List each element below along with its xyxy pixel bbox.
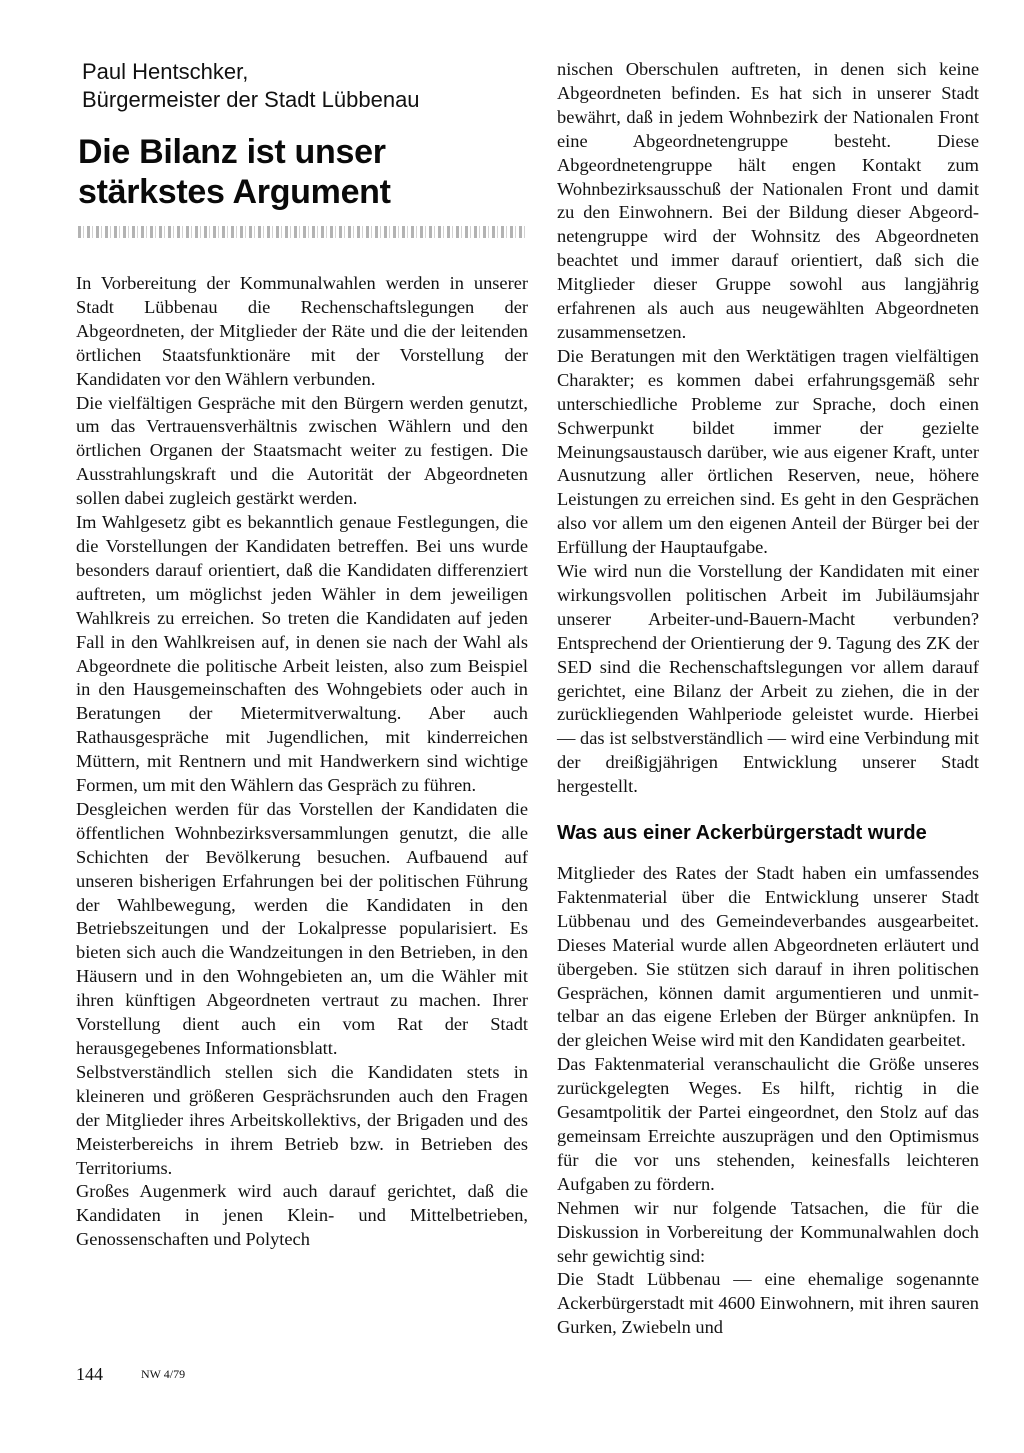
paragraph: Selbstverständlich stellen sich die Kandidaten stets in kleineren und größeren Gesprächsrunden auch den Fragen der Mitglieder ihres Arbeitskollektivs, der Brigaden und des Meisterbereichs in ihrem Betrieb bzw. in Betrieben des Territoriums. <box>76 1061 528 1178</box>
headline-line-1: Die Bilanz ist unser <box>78 133 386 171</box>
decorative-rule <box>78 226 528 238</box>
paragraph: nischen Oberschulen auftreten, in denen sich keine Abgeordneten befinden. Es hat sich in unserer Stadt bewährt, daß in jedem Wohnbezirk der Nationalen Front eine Abgeordnetengruppe besteht. Diese Abgeordnetengruppe hält engen Kontakt zum Wohnbezirksausschuß der Nationalen Front und damit zu den Einwohnern. Bei der Bildung dieser Abgeordnetengruppe wird der Wohnsitz des Abgeordneten beachtet und immer darauf orientiert, daß sich die Mitglieder dieser Gruppe sowohl aus langjährig erfahrenen als auch aus neugewählten Abgeordneten zusammensetzen. <box>557 59 979 342</box>
paragraph: Großes Augenmerk wird auch darauf gerichtet, daß die Kandidaten in jenen Klein- und Mittelbetrieben, Genossenschaften und Polytech <box>76 1181 528 1250</box>
paragraph: Wie wird nun die Vorstellung der Kandidaten mit einer wirkungsvollen politischen Arbeit im Jubiläumsjahr unserer Arbeiter-und-Bauern-Macht verbunden? Entsprechend der Orientierung der 9. Tagung des ZK der SED sind die Rechenschaftslegungen vor allem darauf gerichtet, eine Bilanz der Arbeit zu ziehen, die in der zurückliegenden Wahlperiode geleistet wurde. Hierbei — das ist selbstverständlich — wird eine Verbindung mit der dreißigjährigen Entwicklung unserer Stadt hergestellt. <box>557 561 979 797</box>
headline-line-2: stärkstes Argument <box>78 173 391 211</box>
article-headline <box>78 132 528 212</box>
paragraph: Die Stadt Lübbenau — eine ehemalige sogenannte Ackerbürgerstadt mit 4600 Einwohnern, mit ihren sauren Gurken, Zwiebeln und <box>557 1269 979 1338</box>
paragraph: Das Faktenmaterial veranschaulicht die Größe unseres zurückgelegten Weges. Es hilft, richtig in die Gesamtpolitik der Partei eingeordnet, den Stolz auf das gemeinsam Erreichte auszuprägen und den Optimismus für die vor uns stehenden, keinesfalls leichteren Aufgaben zu fördern. <box>557 1054 979 1194</box>
section-subheading: Was aus einer Ackerbürgerstadt wurde <box>557 822 927 844</box>
author-name: Paul Hentschker, <box>82 59 249 84</box>
paragraph: Die vielfältigen Gespräche mit den Bürgern werden genutzt, um das Vertrauensverhältnis zwischen Wählern und den örtlichen Organen der Staatsmacht weiter zu festigen. Die Ausstrahlungskraft und die Autorität der Abgeordneten sollen dabei zugleich gestärkt werden. <box>76 392 528 509</box>
author-byline <box>82 58 522 114</box>
left-column-body <box>76 272 528 1252</box>
page-number: 144 <box>76 1364 103 1384</box>
author-title: Bürgermeister der Stadt Lübbenau <box>82 87 420 112</box>
paragraph: In Vorbereitung der Kommunalwahlen werden in unserer Stadt Lübbenau die Rechenschaftslegungen der Abgeordneten, der Mitglieder der Räte und die der leitenden örtlichen Staatsfunktionäre mit der Vorstellung der Kandidaten vor den Wählern verbunden. <box>76 273 528 389</box>
paragraph: Nehmen wir nur folgende Tatsachen, die für die Diskussion in Vorbereitung der Kommunalwahlen doch sehr gewichtig sind: <box>557 1197 979 1266</box>
paragraph: Im Wahlgesetz gibt es bekanntlich genaue Festlegungen, die die Vorstellungen der Kandidaten betreffen. Bei uns wurde besonders darauf orientiert, daß die Kandidaten differenziert auftreten, um möglichst jeden Wähler in dem jeweiligen Wahlkreis zu erreichen. So treten die Kandidaten auf jeden Fall in den Wahlkreisen auf, in denen sie nach der Wahl als Abgeordnete die politische Arbeit leisten, also zum Beispiel in den Hausgemeinschaften des Wohngebiets oder auch in Beratungen der Mietermitverwaltung. Aber auch Rathausgespräche mit Jugendlichen, mit kinderreichen Müttern, mit Rentnern und mit Handwerkern sind wichtige Formen, um mit den Wählern das Gespräch zu führen. <box>76 512 528 796</box>
right-column-body-bottom <box>557 862 979 1340</box>
right-column-body-top <box>557 58 979 799</box>
paragraph: Die Beratungen mit den Werktätigen tragen vielfältigen Charakter; es kommen dabei erfahrungsgemäß sehr unterschiedliche Probleme zur Sprache, doch einen Schwerpunkt bildet immer der gezielte Meinungsaustausch darüber, wie aus eigener Kraft, unter Ausnutzung aller örtlichen Reserven, neue, höhere Leistungen zu erreichen sind. Es geht in den Gesprächen also vor allem um den eigenen Anteil der Bürger bei der Erfüllung der Hauptaufgabe. <box>557 345 979 558</box>
paragraph: Desgleichen werden für das Vorstellen der Kandidaten die öffentlichen Wohnbezirksversammlungen genutzt, die alle Schichten der Bevölkerung besuchen. Aufbauend auf unseren bisherigen Erfahrungen bei der politischen Führung der Wahlbewegung, werden die Kandidaten in den Betriebszeitungen und der Lokalpresse popularisiert. Es bieten sich auch die Wandzeitungen in den Betrieben, in den Häusern und in den Wohngebieten an, um die Wähler mit ihren künftigen Abgeordneten vertraut zu machen. Ihrer Vorstellung dient auch ein vom Rat der Stadt herausgegebenes Informationsblatt. <box>76 798 528 1058</box>
journal-reference: NW 4/79 <box>141 1367 186 1381</box>
page-footer <box>76 1364 185 1385</box>
paragraph: Mitglieder des Rates der Stadt haben ein umfassendes Faktenmaterial über die Entwicklung unserer Stadt Lübbenau und des Gemeindeverbandes ausgearbeitet. Dieses Material wurde allen Abgeordneten erläutert und übergeben. Sie stützen sich darauf in ihren politischen Gesprächen, können damit argumentieren und unmittelbar an das eigene Erleben der Bürger anknüpfen. In der gleichen Weise wird mit den Kandidaten gearbeitet. <box>557 863 979 1051</box>
